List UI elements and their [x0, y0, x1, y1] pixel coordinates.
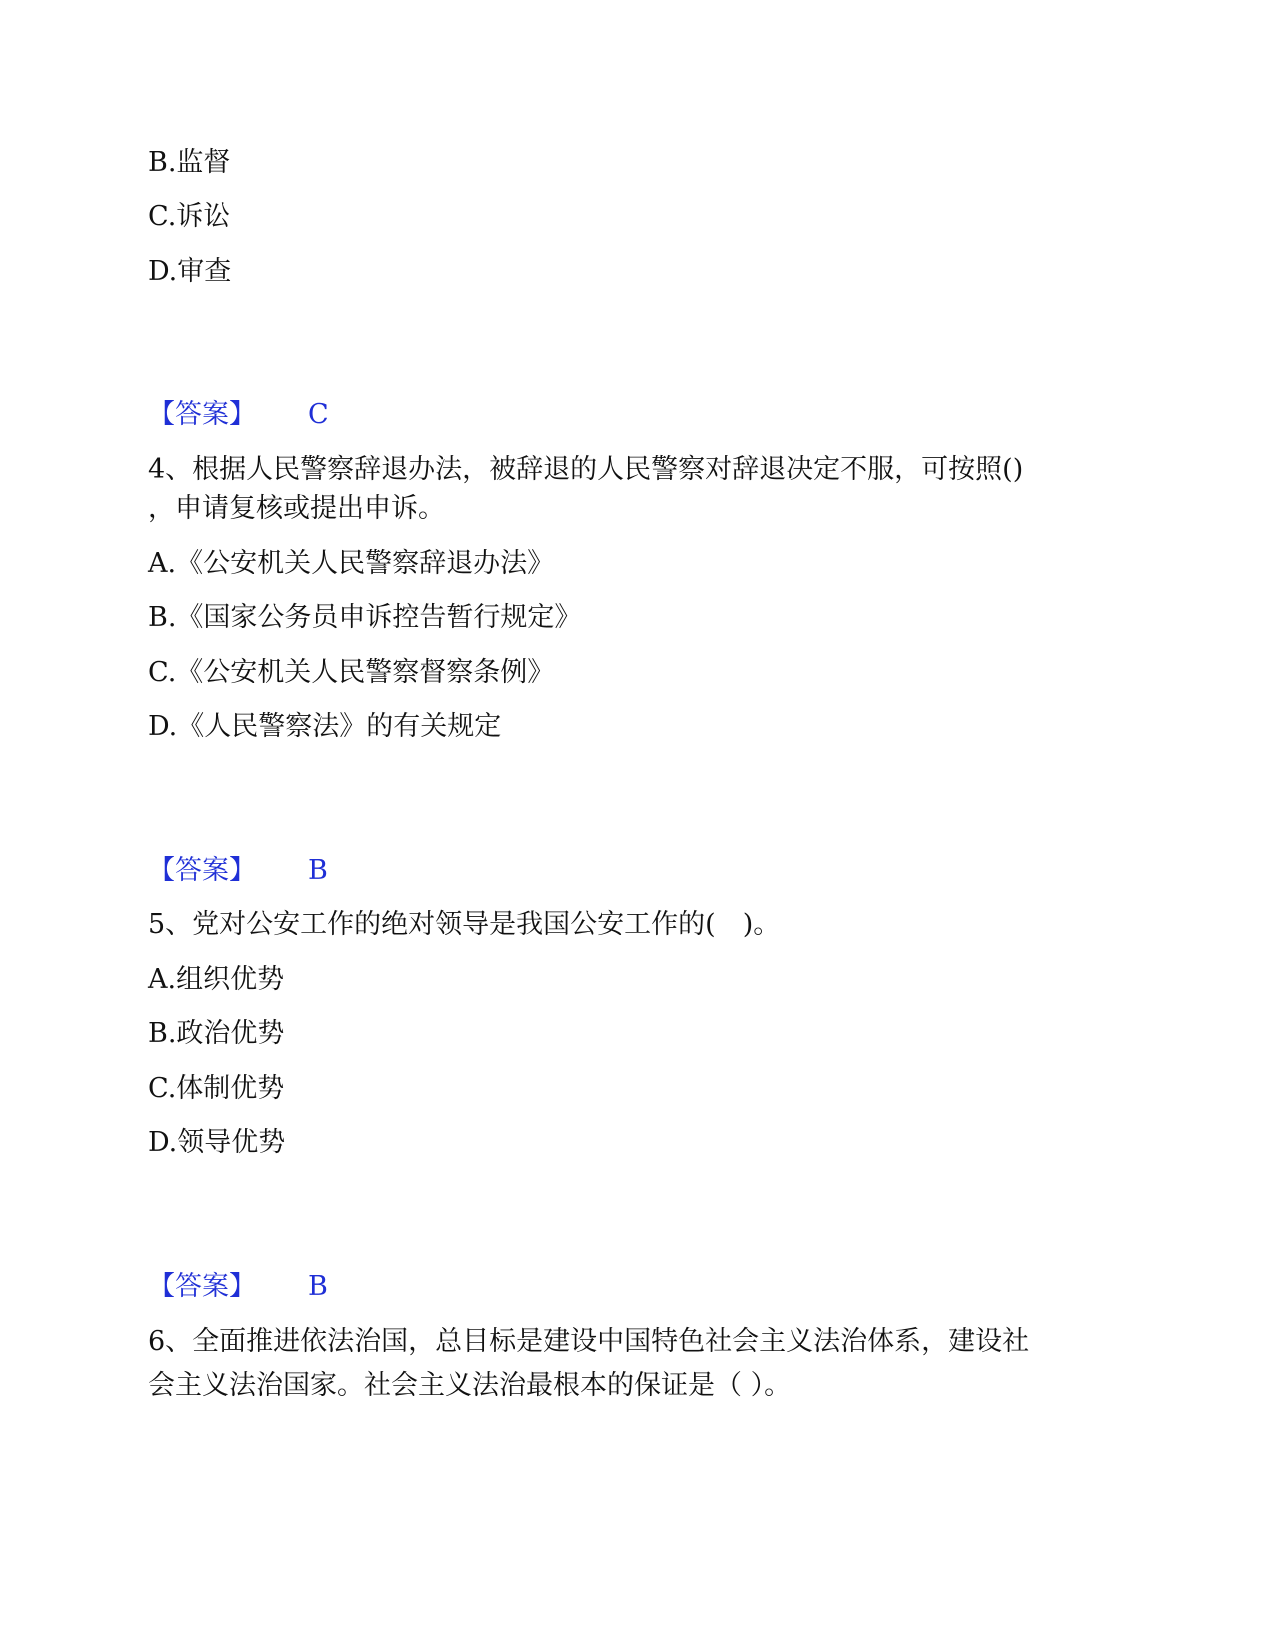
answer-label: 【答案】 — [148, 1271, 256, 1302]
q4-stem-line2: ，申请复核或提出申诉。 — [148, 493, 445, 524]
q4-answer — [148, 854, 328, 888]
q6-stem-line1: 6、全面推进依法治国，总目标是建设中国特色社会主义法治体系，建设社 — [148, 1326, 1030, 1357]
answer-value: B — [308, 1271, 328, 1302]
q5-option-c: C.体制优势 — [148, 1073, 285, 1104]
q5-answer — [148, 1270, 328, 1304]
q3-answer — [148, 398, 329, 432]
q4-option-c: C.《公安机关人民警察督察条例》 — [148, 657, 555, 688]
q4-option-b: B.《国家公务员申诉控告暂行规定》 — [148, 602, 582, 633]
q5-stem: 5、党对公安工作的绝对领导是我国公安工作的( )。 — [148, 909, 781, 940]
answer-label: 【答案】 — [148, 855, 256, 886]
q5-option-a: A.组织优势 — [148, 964, 285, 995]
q4-option-a: A.《公安机关人民警察辞退办法》 — [148, 548, 555, 579]
q3-option-c: C.诉讼 — [148, 201, 231, 232]
q5-option-b: B.政治优势 — [148, 1018, 285, 1049]
answer-value: B — [308, 855, 328, 886]
q3-option-d: D.审查 — [148, 256, 232, 287]
q6-stem-line2: 会主义法治国家。社会主义法治最根本的保证是（ ）。 — [148, 1370, 792, 1401]
answer-label: 【答案】 — [148, 399, 256, 430]
answer-value: C — [308, 399, 329, 430]
q4-option-d: D.《人民警察法》的有关规定 — [148, 711, 502, 742]
q4-stem-line1: 4、根据人民警察辞退办法，被辞退的人民警察对辞退决定不服，可按照() — [148, 454, 1024, 485]
q5-option-d: D.领导优势 — [148, 1127, 286, 1158]
q3-option-b: B.监督 — [148, 147, 231, 178]
